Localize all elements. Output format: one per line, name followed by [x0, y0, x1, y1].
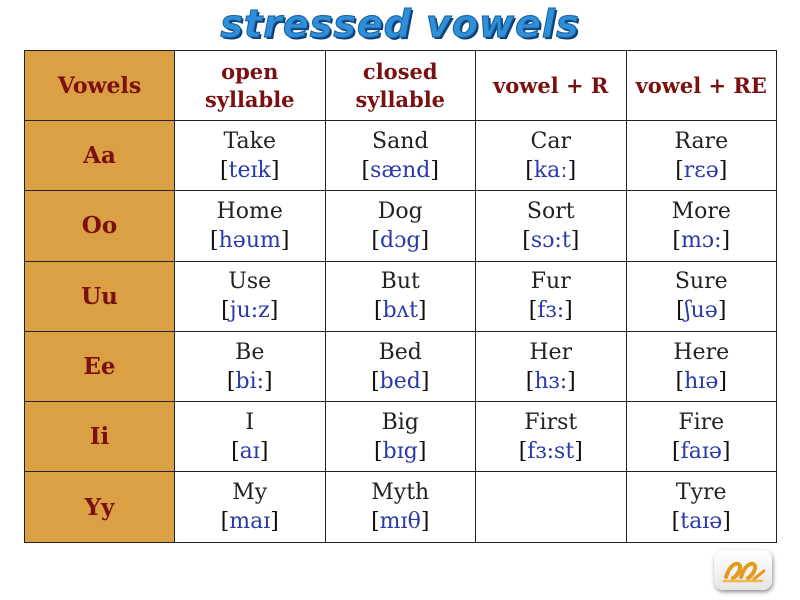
row-header-yy: Yy — [25, 472, 175, 542]
example-word: Car — [530, 128, 571, 154]
column-header-line: vowel + R — [493, 72, 609, 98]
column-header-line: open — [221, 58, 279, 84]
transcription: [bʌt] — [373, 298, 427, 324]
row-header-aa: Aa — [25, 121, 175, 191]
ipa-text: faɪə — [680, 438, 722, 464]
example-word: Here — [673, 339, 730, 365]
transcription: [maɪ] — [220, 509, 279, 535]
example-word: Use — [228, 269, 272, 295]
transcription: [bɪg] — [374, 438, 427, 464]
example-word: But — [380, 269, 420, 295]
example-word: Fire — [678, 409, 725, 435]
ipa-text: rɛə — [683, 157, 719, 183]
ipa-text: fɜ:st — [527, 438, 575, 464]
table-cell — [175, 121, 326, 191]
transcription: [sɔ:t] — [522, 227, 580, 253]
example-word: Myth — [371, 480, 430, 506]
example-word: Home — [216, 198, 283, 224]
column-header-line: closed — [362, 58, 438, 84]
transcription: [teɪk] — [220, 157, 280, 183]
row-header-ii: Ii — [25, 402, 175, 472]
example-word: Fur — [530, 269, 571, 295]
example-word: Bed — [378, 339, 422, 365]
row-header-ee: Ee — [25, 331, 175, 401]
ipa-text: kaː — [533, 157, 568, 183]
ipa-text: həum — [218, 227, 281, 253]
table-header-row — [25, 51, 777, 121]
ipa-text: ʃuə — [684, 298, 718, 324]
transcription: [mɔ:] — [672, 227, 731, 253]
ipa-text: bɪg — [382, 438, 418, 464]
transcription: [hɪə] — [675, 368, 727, 394]
ipa-text: hɪə — [684, 368, 719, 394]
table-cell — [325, 261, 476, 331]
table-cell — [175, 191, 326, 261]
column-header-2 — [325, 51, 476, 121]
table-cell — [175, 261, 326, 331]
table-cell — [325, 472, 476, 542]
row-header-uu: Uu — [25, 261, 175, 331]
vowels-table — [24, 50, 777, 543]
transcription: [bi:] — [226, 368, 273, 394]
ipa-text: sænd — [370, 157, 431, 183]
page-title: stressed vowels — [220, 2, 580, 46]
ipa-text: maɪ — [229, 509, 271, 535]
ipa-text: taɪə — [680, 509, 723, 535]
table-cell — [476, 261, 627, 331]
table-cell — [626, 121, 777, 191]
ipa-text: mɔ: — [680, 227, 722, 253]
table-cell — [476, 191, 627, 261]
ipa-text: aɪ — [239, 438, 260, 464]
table-cell — [626, 261, 777, 331]
row-header-oo: Oo — [25, 191, 175, 261]
ipa-text: bi: — [235, 368, 265, 394]
transcription: [taɪə] — [671, 509, 731, 535]
table-cell — [325, 331, 476, 401]
table-cell — [325, 121, 476, 191]
example-word: Sure — [674, 269, 728, 295]
example-word: Take — [223, 128, 276, 154]
transcription: [aɪ] — [231, 438, 269, 464]
table-cell — [476, 402, 627, 472]
transcription: [hɜ:] — [525, 368, 576, 394]
example-word: Big — [381, 409, 419, 435]
table-cell — [626, 402, 777, 472]
example-word: First — [524, 409, 578, 435]
table-row — [25, 261, 777, 331]
ipa-text: bʌt — [382, 298, 418, 324]
table-cell — [626, 191, 777, 261]
transcription: [həum] — [210, 227, 290, 253]
ipa-text: dɔg — [380, 227, 421, 253]
table-cell — [175, 472, 326, 542]
table-cell — [476, 121, 627, 191]
example-word: Sort — [526, 198, 575, 224]
transcription: [fɜ:] — [528, 298, 573, 324]
transcription: [ʃuə] — [676, 298, 727, 324]
example-word: More — [671, 198, 731, 224]
transcription: [sænd] — [361, 157, 439, 183]
ipa-text: teɪk — [228, 157, 271, 183]
transcription: [dɔg] — [371, 227, 430, 253]
table-cell — [175, 402, 326, 472]
ipa-text: hɜ: — [534, 368, 568, 394]
example-word: Tyre — [675, 480, 727, 506]
transcription: [ju:z] — [221, 298, 279, 324]
table-cell — [626, 472, 777, 542]
example-word: Rare — [674, 128, 729, 154]
example-word: My — [232, 480, 268, 506]
table-row — [25, 331, 777, 401]
table-cell — [476, 331, 627, 401]
example-word: Her — [529, 339, 573, 365]
column-header-line: syllable — [204, 86, 295, 112]
table-row — [25, 472, 777, 542]
column-header-line: syllable — [355, 86, 446, 112]
table-cell — [175, 331, 326, 401]
table-row — [25, 402, 777, 472]
table-row — [25, 191, 777, 261]
column-header-4 — [626, 51, 777, 121]
ipa-text: fɜ: — [537, 298, 565, 324]
column-header-line: vowel + RE — [635, 72, 767, 98]
transcription: [faɪə] — [671, 438, 731, 464]
column-header-1 — [175, 51, 326, 121]
table-cell — [476, 472, 627, 542]
ipa-text: sɔ:t — [530, 227, 571, 253]
example-word: Dog — [377, 198, 423, 224]
example-word: I — [245, 409, 255, 435]
example-word: Be — [235, 339, 265, 365]
example-word: Sand — [372, 128, 429, 154]
table-cell — [325, 191, 476, 261]
ipa-text: mɪθ — [379, 509, 421, 535]
transcription: [rɛə] — [675, 157, 728, 183]
header-corner-vowels: Vowels — [25, 51, 175, 121]
table-row — [25, 121, 777, 191]
column-header-3 — [476, 51, 627, 121]
publisher-logo-icon — [714, 550, 772, 590]
ipa-text: bed — [379, 368, 421, 394]
transcription: [mɪθ] — [371, 509, 430, 535]
ipa-text: ju:z — [229, 298, 270, 324]
transcription: [fɜ:st] — [518, 438, 583, 464]
transcription: [bed] — [371, 368, 430, 394]
transcription: [kaː] — [525, 157, 577, 183]
table-cell — [325, 402, 476, 472]
table-cell — [626, 331, 777, 401]
